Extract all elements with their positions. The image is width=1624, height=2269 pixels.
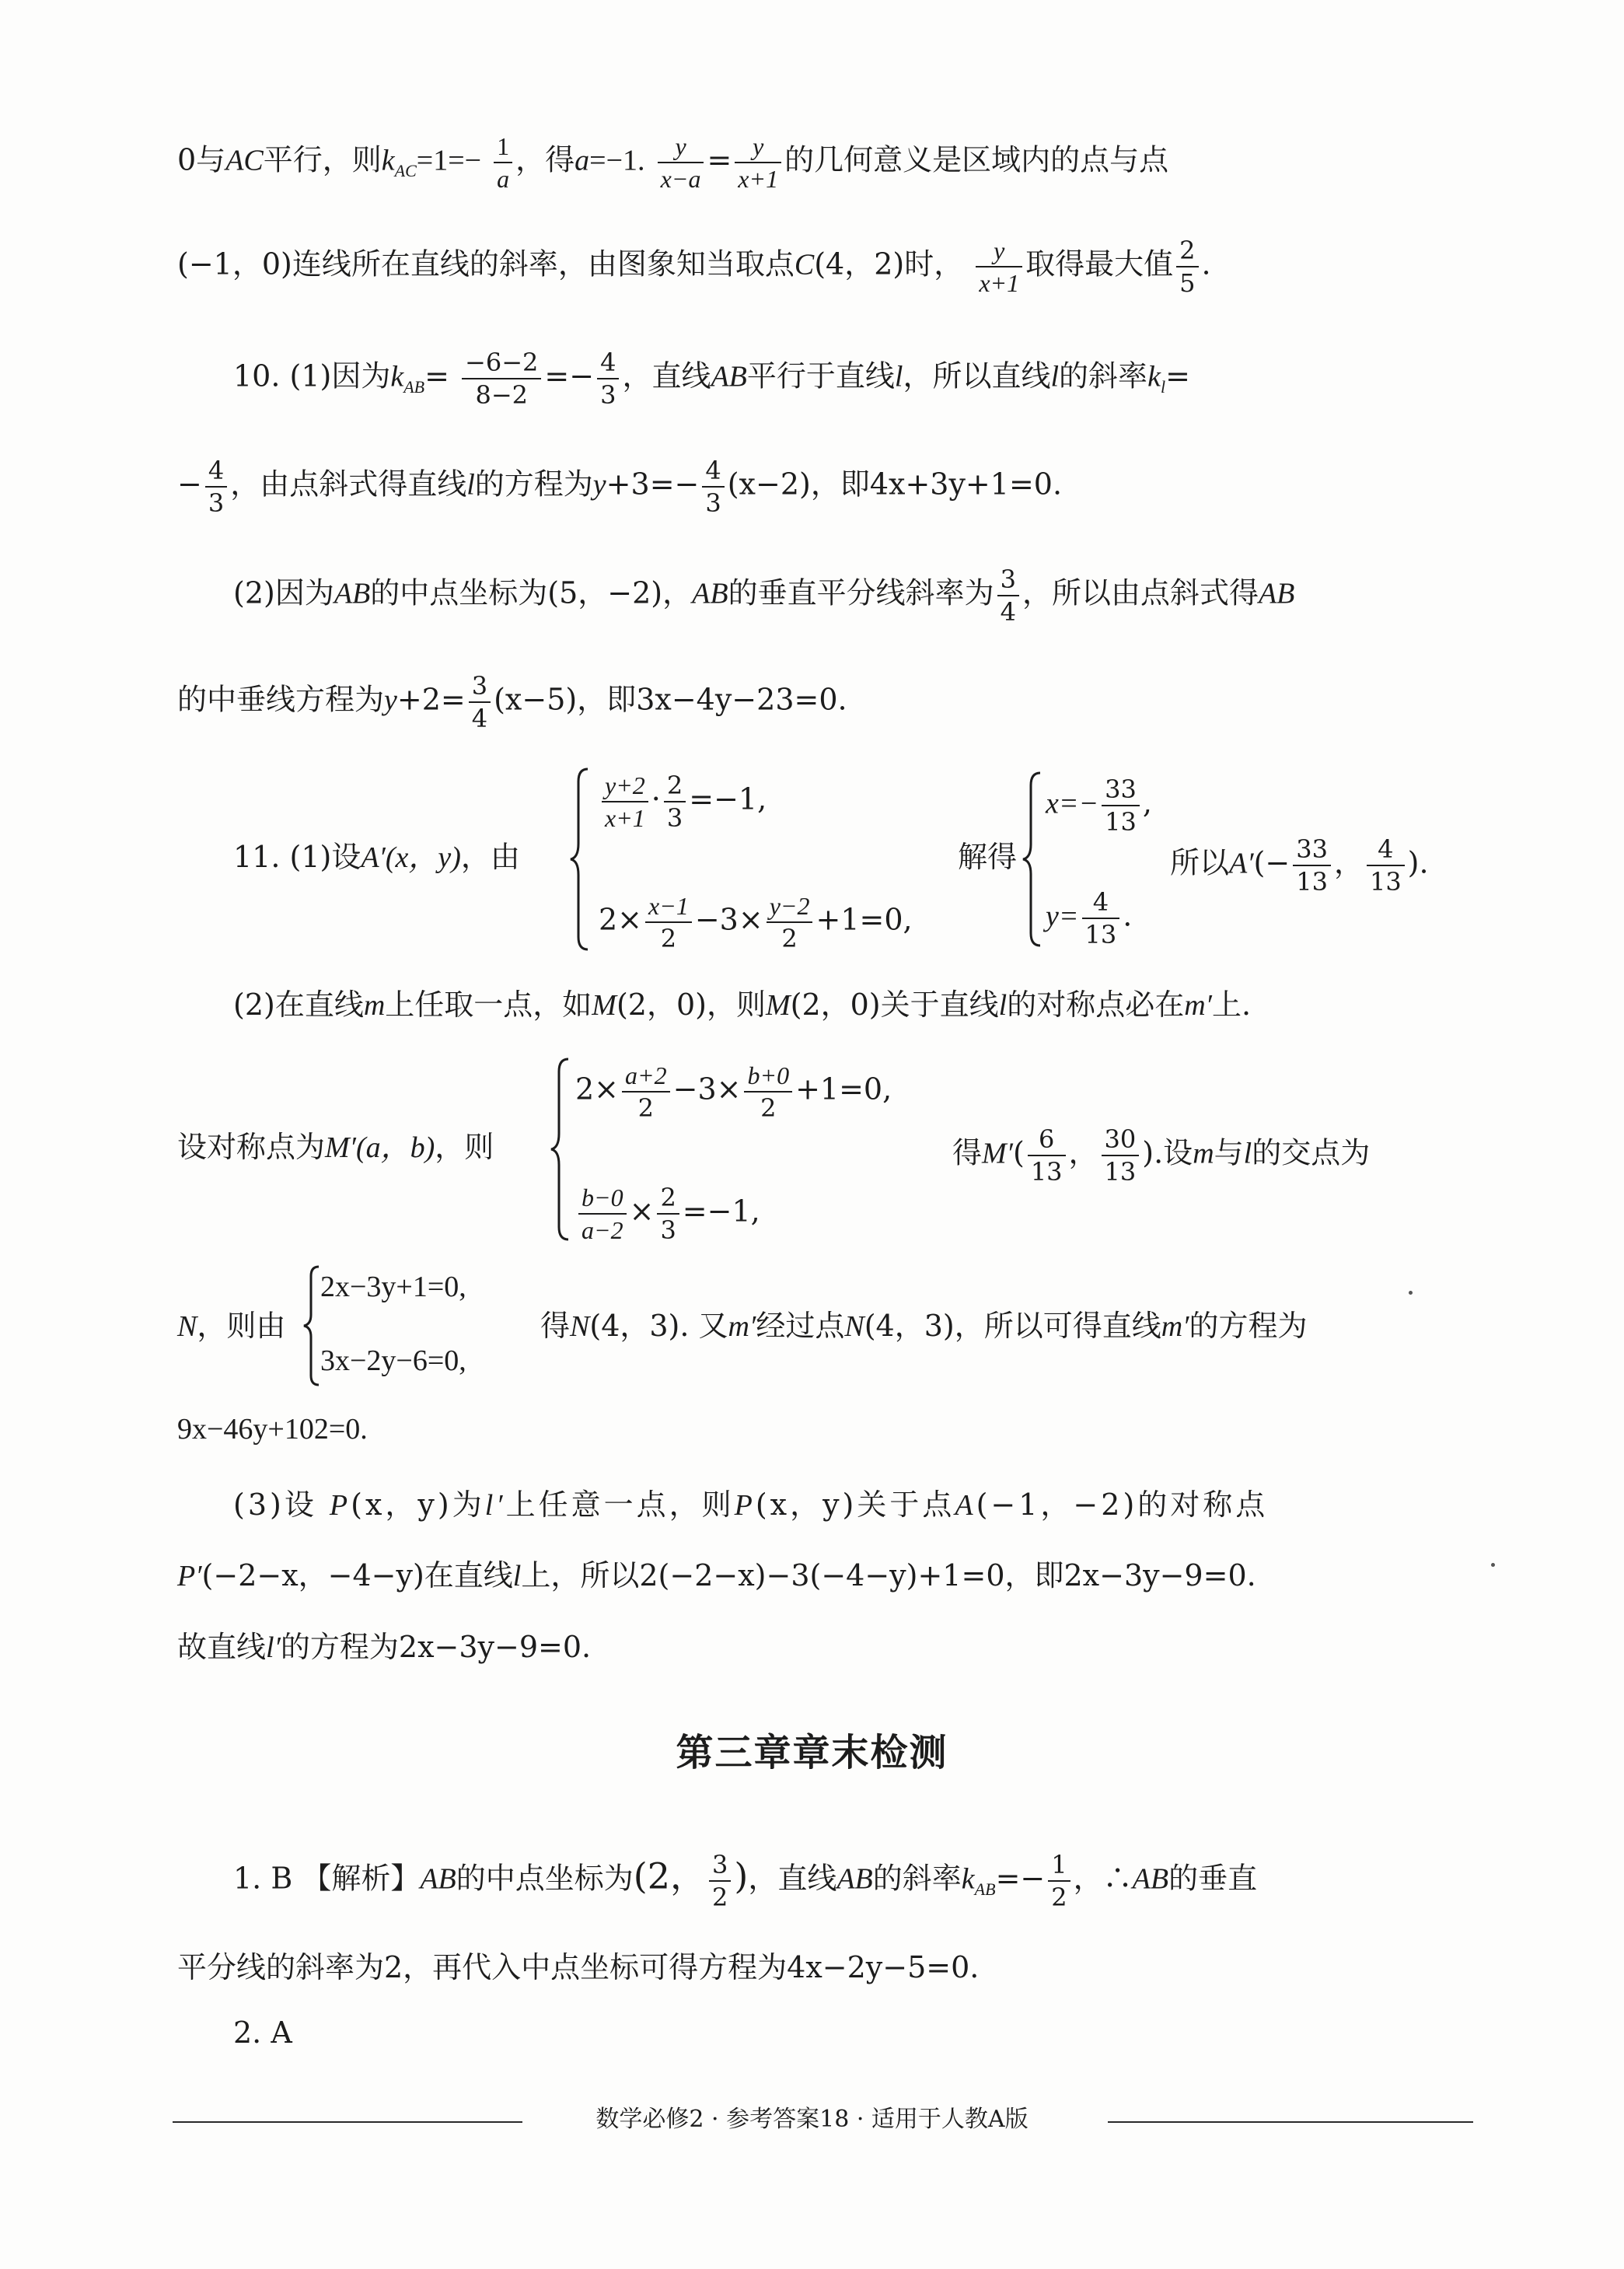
text-line: − $\frac{4}{3}$ ，由点斜式得直线l的方程为y+3=− $\frac{4}{3}$ (x−2)，即4x+3y+1=0.	[177, 456, 1063, 518]
text-line: 解得	[958, 840, 1018, 874]
fraction: $\frac{y+2}{x+1}$	[602, 770, 648, 834]
text-line: 得N(4，3). 又m′经过点N(4，3)，所以可得直线m′的方程为	[540, 1309, 1308, 1343]
scan-speck	[1409, 1291, 1413, 1295]
text-line: 的中垂线方程为y+2= $\frac{3}{4}$ (x−5)，即3x−4y−23=0.	[177, 671, 847, 733]
text-line: (2)因为AB的中点坐标为(5，−2)，AB的垂直平分线斜率为 $\frac{3}{4}$ ，所以由点斜式得AB	[233, 565, 1295, 627]
equation-row: y= $\frac{4}{13}$ .	[1046, 887, 1133, 949]
fraction: $\frac{-6-2}{8-2}$	[462, 347, 541, 411]
section-title: 第三章章末检测	[676, 1731, 948, 1774]
fraction: $\frac{3}{2}$	[709, 1849, 731, 1913]
equation-row: 2x−3y+1=0,	[320, 1271, 466, 1303]
scan-speck	[1491, 1563, 1495, 1567]
equation-row: $\frac{y+2}{x+1}$ · $\frac{2}{3}$ =−1,	[599, 770, 1003, 834]
fraction: $\frac{2}{3}$	[664, 770, 686, 834]
brace-icon	[568, 766, 591, 953]
fraction: $\frac{33}{13}$	[1293, 834, 1331, 897]
text-line: 平分线的斜率为2，再代入中点坐标可得方程为4x−2y−5=0.	[177, 1950, 980, 1984]
fraction: $\frac{a+2}{2}$	[622, 1060, 670, 1124]
fraction: $\frac{4}{3}$	[597, 347, 619, 411]
brace-icon	[1020, 770, 1043, 949]
fraction: $\frac{x-1}{2}$	[645, 890, 692, 954]
equation-row: x=− $\frac{33}{13}$ ,	[1046, 774, 1152, 837]
fraction: $\frac{6}{13}$	[1028, 1124, 1066, 1187]
text-line: 2. A	[233, 2016, 292, 2050]
text-line: P′(−2−x，−4−y)在直线l上，所以2(−2−x)−3(−4−y)+1=0，即2x−3y−9=0.	[177, 1558, 1256, 1592]
equation-row: $\frac{b-0}{a-2}$ × $\frac{2}{3}$ =−1,	[575, 1182, 980, 1246]
fraction: $\frac{2}{5}$	[1176, 235, 1198, 299]
text-line: 0与AC平行，则$k_{AC}=1=-$ $\frac{1}{a}$ ，得a=−1. $\frac{y}{x-a}$ = $\frac{y}{x+1}$ 的几何意义是区域内的点与点	[177, 132, 1169, 193]
equation-row: 2× $\frac{a+2}{2}$ −3× $\frac{b+0}{2}$ +1=0,	[575, 1061, 892, 1123]
text-line: 10. (1)因为$k_{AB}=$ $\frac{-6-2}{8-2}$ =− $\frac{4}{3}$ ，直线AB平行于直线l，所以直线l的斜率$k_l=$	[233, 348, 1190, 410]
fraction: $\frac{1}{2}$	[1048, 1849, 1070, 1913]
fraction: $\frac{y}{x+1}$	[735, 131, 781, 194]
text-line: 故直线l′的方程为2x−3y−9=0.	[177, 1630, 592, 1664]
fraction: $\frac{1}{a}$	[494, 131, 512, 194]
fraction: $\frac{b+0}{2}$	[744, 1060, 792, 1124]
fraction: $\frac{4}{13}$	[1082, 886, 1120, 950]
text-line: (3)设 P(x，y)为l′上任意一点，则P(x，y)关于点A(−1，−2)的对称点	[233, 1488, 1269, 1522]
brace-icon	[548, 1056, 571, 1243]
text-line: (−1，0)连线所在直线的斜率，由图象知当取点C(4，2)时， $\frac{y}{x+1}$ 取得最大值 $\frac{2}{5}$ .	[177, 236, 1211, 298]
fraction: $\frac{4}{13}$	[1367, 834, 1405, 897]
fraction: $\frac{b-0}{a-2}$	[578, 1182, 627, 1246]
text-line: 得M′( $\frac{6}{13}$ ， $\frac{30}{13}$ ).设m与l的交点为	[952, 1124, 1371, 1187]
fraction: $\frac{3}{4}$	[997, 564, 1019, 628]
text-line: 所以A′(− $\frac{33}{13}$ ， $\frac{4}{13}$ ).	[1170, 834, 1429, 897]
fraction: $\frac{4}{3}$	[205, 455, 227, 519]
text-line: 设对称点为M′(a，b)，则	[177, 1130, 494, 1164]
text-line: N，则由	[177, 1309, 286, 1343]
equation-row: 3x−2y−6=0,	[320, 1344, 466, 1377]
fraction: $\frac{y}{x+1}$	[976, 235, 1022, 299]
fraction: $\frac{33}{13}$	[1102, 774, 1140, 837]
fraction: $\frac{4}{3}$	[702, 455, 724, 519]
fraction: $\frac{y-2}{2}$	[767, 890, 813, 954]
text-line: (2)在直线m上任取一点，如M(2，0)，则M(2，0)关于直线l的对称点必在m′上.	[233, 988, 1252, 1022]
text-line: 11. (1)设A′(x，y)，由	[233, 840, 520, 874]
brace-icon	[302, 1264, 322, 1388]
text-line: 1. B 【解析】AB的中点坐标为(2， $\frac{3}{2}$ )，直线AB的斜率$k_{AB}=-$ $\frac{1}{2}$ ，∴AB的垂直	[233, 1850, 1258, 1912]
equation-row: 2× $\frac{x-1}{2}$ −3× $\frac{y-2}{2}$ +1=0,	[599, 892, 913, 953]
fraction: $\frac{30}{13}$	[1102, 1124, 1140, 1187]
fraction: $\frac{3}{4}$	[469, 670, 491, 734]
fraction: $\frac{y}{x-a}$	[658, 131, 704, 194]
text-line: 9x−46y+102=0.	[177, 1413, 368, 1446]
fraction: $\frac{2}{3}$	[657, 1182, 679, 1246]
page-footer: 数学必修2 · 参考答案18 · 适用于人教A版	[595, 2106, 1029, 2133]
